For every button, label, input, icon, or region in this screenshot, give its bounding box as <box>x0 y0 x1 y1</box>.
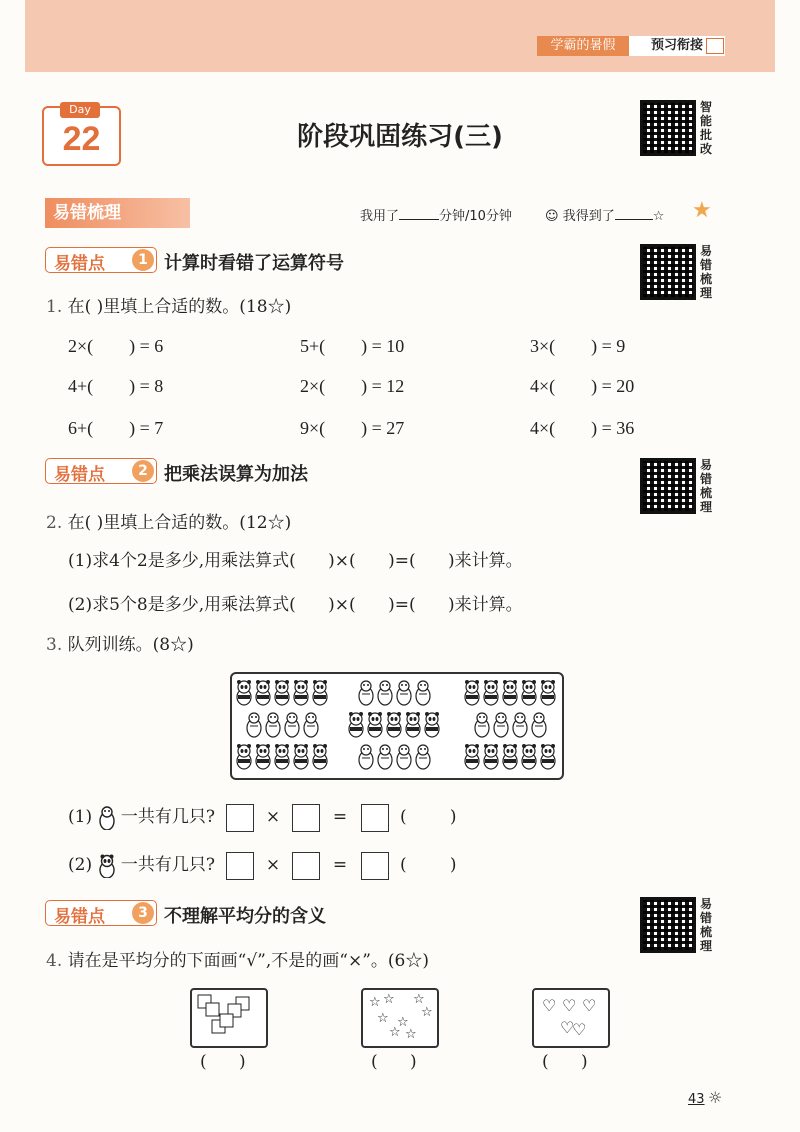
timer-used <box>360 205 512 224</box>
q3-sub1-box-b[interactable] <box>292 804 320 832</box>
groundhog-figure <box>397 745 411 769</box>
panda-figure <box>503 744 517 769</box>
q1-r2c3[interactable]: 4×( ) = 20 <box>530 376 635 396</box>
page-title: 阶段巩固练习(三) <box>297 122 503 152</box>
section-banner: 易错梳理 <box>45 198 190 228</box>
panda-figure <box>484 680 498 705</box>
smile-icon: ☺ <box>545 209 559 224</box>
header-left-label: 学霸的暑假 <box>537 36 629 56</box>
groundhog-figure <box>378 681 392 705</box>
header-book-icon <box>706 38 724 54</box>
q3-number: 3. <box>46 635 63 655</box>
hearts-figure: ♡ ♡ ♡ ♡ ♡ <box>542 996 597 1039</box>
panda-figure <box>368 712 382 737</box>
point-title-2: 把乘法误算为加法 <box>164 464 308 485</box>
panda-figure <box>294 680 308 705</box>
groundhog-figure <box>359 681 373 705</box>
panda-figure <box>256 680 270 705</box>
groundhog-figure <box>416 681 430 705</box>
q1-r2c2[interactable]: 2×( ) = 12 <box>300 376 405 396</box>
qr-label-review-2: 易错梳理 <box>700 458 713 514</box>
sun-icon: ☼ <box>708 1088 723 1107</box>
q2-sub2[interactable]: (2)求5个8是多少,用乘法算式( )×( )=( )来计算。 <box>68 595 523 615</box>
panda-figure <box>237 680 251 705</box>
q2-header <box>46 508 291 533</box>
header-right-label: 预习衔接 <box>629 36 725 56</box>
q4-paren-1[interactable]: ( ) <box>200 1052 246 1072</box>
groundhog-figure <box>266 713 280 737</box>
q3-sub1-box-c[interactable] <box>361 804 389 832</box>
groundhog-figure <box>304 713 318 737</box>
qr-code-review-2[interactable] <box>640 458 696 514</box>
star-icon: ★ <box>692 198 712 223</box>
q3-sub1-equals: = <box>332 807 348 827</box>
panda-figure <box>275 744 289 769</box>
timer-used-suffix: 分钟/10分钟 <box>439 209 512 224</box>
point-num-2: 2 <box>132 460 154 482</box>
q1-r2c1[interactable]: 4+( ) = 8 <box>68 376 164 396</box>
qr-label-review-3: 易错梳理 <box>700 897 713 953</box>
q1-text: 在( )里填上合适的数。(18☆) <box>67 297 292 317</box>
point-label-1: 易错点 <box>54 254 105 274</box>
squares-figure <box>192 990 266 1046</box>
groundhog-icon <box>98 806 116 830</box>
shape-box-squares <box>190 988 268 1048</box>
groundhog-figure <box>416 745 430 769</box>
qr-code-grading[interactable] <box>640 100 696 156</box>
panda-figure <box>256 744 270 769</box>
q1-r1c1[interactable]: 2×( ) = 6 <box>68 336 164 356</box>
point-label-3: 易错点 <box>54 907 105 927</box>
q4-text: 请在是平均分的下面画“√”,不是的画“×”。(6☆) <box>67 951 429 971</box>
q3-sub1-prefix: (1) <box>68 807 93 827</box>
q1-header <box>46 292 291 317</box>
q3-sub2-prefix: (2) <box>68 855 93 875</box>
q3-header <box>46 630 194 655</box>
q2-number: 2. <box>46 513 63 533</box>
panda-figure <box>541 744 555 769</box>
q3-sub2 <box>68 850 456 880</box>
panda-figure <box>294 744 308 769</box>
panda-figure <box>522 680 536 705</box>
qr-label-grading: 智能批改 <box>700 100 713 156</box>
day-tab: Day <box>60 102 100 118</box>
q3-sub2-box-c[interactable] <box>361 852 389 880</box>
q3-sub1-paren[interactable]: ( ) <box>399 807 457 827</box>
q2-text: 在( )里填上合适的数。(12☆) <box>67 513 292 533</box>
groundhog-figure <box>494 713 508 737</box>
q1-number: 1. <box>46 297 63 317</box>
qr-label-review-1: 易错梳理 <box>700 244 713 300</box>
q1-r3c3[interactable]: 4×( ) = 36 <box>530 418 635 438</box>
q3-sub1-box-a[interactable] <box>226 804 254 832</box>
q2-sub1[interactable]: (1)求4个2是多少,用乘法算式( )×( )=( )来计算。 <box>68 551 523 571</box>
q3-sub2-box-b[interactable] <box>292 852 320 880</box>
point-title-1: 计算时看错了运算符号 <box>164 253 344 274</box>
panda-figure <box>387 712 401 737</box>
panda-figure <box>503 680 517 705</box>
point-num-3: 3 <box>132 902 154 924</box>
q3-sub1-suffix: 一共有几只? <box>120 807 216 827</box>
groundhog-figure <box>397 681 411 705</box>
timer-star: ☆ <box>652 209 665 224</box>
panda-figure <box>522 744 536 769</box>
q4-paren-2[interactable]: ( ) <box>371 1052 417 1072</box>
groundhog-figure <box>532 713 546 737</box>
panda-figure <box>237 744 251 769</box>
panda-figure <box>313 680 327 705</box>
qr-code-review-3[interactable] <box>640 897 696 953</box>
q1-r3c1[interactable]: 6+( ) = 7 <box>68 418 164 438</box>
animal-formation <box>232 674 562 778</box>
groundhog-figure <box>247 713 261 737</box>
page-number: 43 <box>688 1092 705 1107</box>
panda-icon <box>98 854 116 878</box>
panda-figure <box>425 712 439 737</box>
q3-sub2-times: × <box>265 855 281 875</box>
q1-r1c2[interactable]: 5+( ) = 10 <box>300 336 405 356</box>
q1-r3c2[interactable]: 9×( ) = 27 <box>300 418 405 438</box>
groundhog-figure <box>285 713 299 737</box>
shape-box-hearts <box>532 988 610 1048</box>
groundhog-figure <box>475 713 489 737</box>
day-number: 22 <box>62 120 101 158</box>
q4-paren-3[interactable]: ( ) <box>542 1052 588 1072</box>
panda-figure <box>313 744 327 769</box>
panda-figure <box>541 680 555 705</box>
q3-text: 队列训练。(8☆) <box>67 635 194 655</box>
stars-figure: ☆ ☆ ☆ ☆ ☆ ☆ ☆ ☆ <box>369 992 433 1042</box>
panda-figure <box>465 680 479 705</box>
qr-code-review-1[interactable] <box>640 244 696 300</box>
q3-sub2-equals: = <box>332 855 348 875</box>
q3-sub1 <box>68 802 456 832</box>
point-num-1: 1 <box>132 249 154 271</box>
groundhog-figure <box>359 745 373 769</box>
groundhog-figure <box>513 713 527 737</box>
panda-figure <box>349 712 363 737</box>
q3-sub2-box-a[interactable] <box>226 852 254 880</box>
q4-header <box>46 946 429 971</box>
q1-r1c3[interactable]: 3×( ) = 9 <box>530 336 626 356</box>
groundhog-figure <box>378 745 392 769</box>
q3-sub1-times: × <box>265 807 281 827</box>
panda-figure <box>465 744 479 769</box>
panda-figure <box>406 712 420 737</box>
point-label-2: 易错点 <box>54 465 105 485</box>
timer-score <box>545 205 664 224</box>
panda-figure <box>484 744 498 769</box>
q3-sub2-paren[interactable]: ( ) <box>399 855 457 875</box>
animal-formation-frame <box>230 672 564 780</box>
timer-used-prefix: 我用了 <box>360 209 400 224</box>
shape-box-stars <box>361 988 439 1048</box>
q4-number: 4. <box>46 951 63 971</box>
point-title-3: 不理解平均分的含义 <box>164 906 326 927</box>
panda-figure <box>275 680 289 705</box>
timer-got-prefix: 我得到了 <box>562 209 615 224</box>
q3-sub2-suffix: 一共有几只? <box>120 855 216 875</box>
